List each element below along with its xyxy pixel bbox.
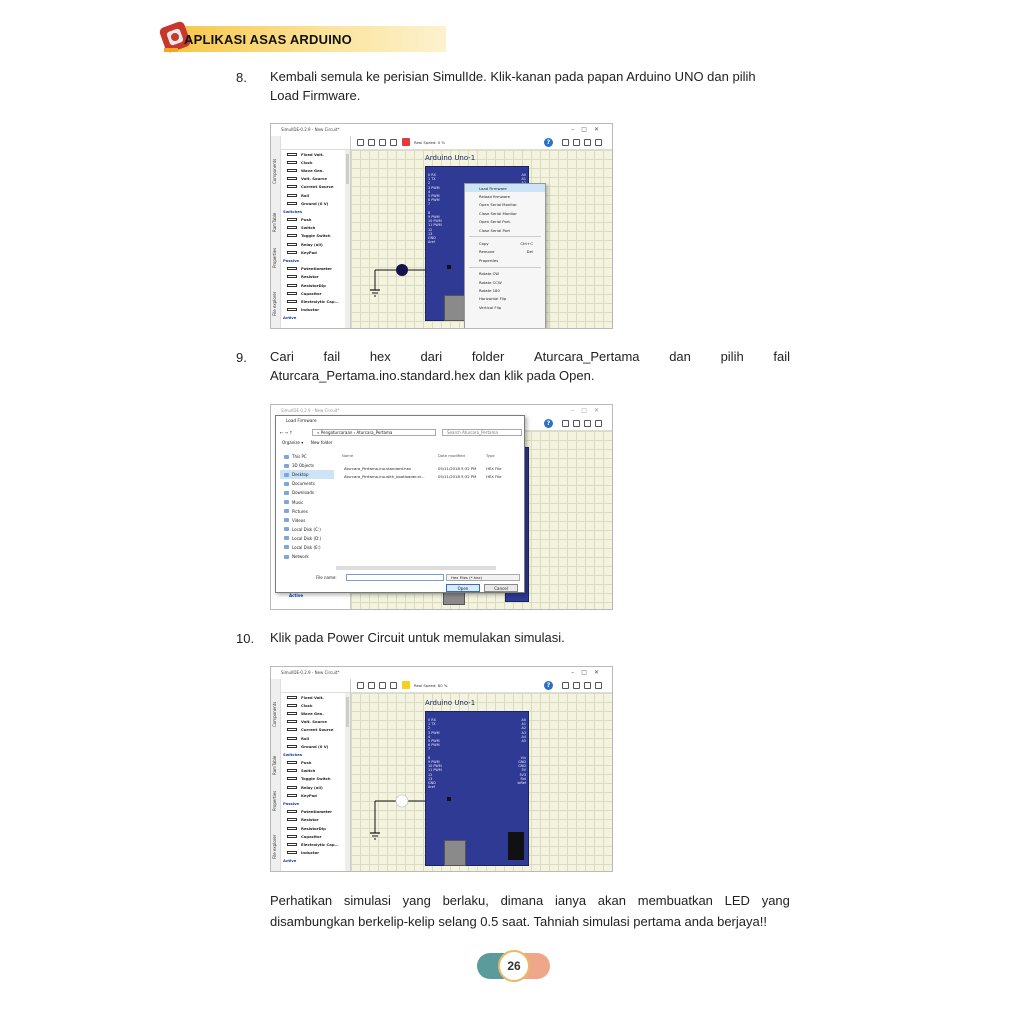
- step-9-line1: Cari fail hex dari folder Aturcara_Pertama dan pilih fail: [270, 349, 790, 364]
- component-icon: [287, 226, 297, 229]
- component-item[interactable]: Wave Gen.: [281, 709, 350, 717]
- nav-item[interactable]: Local Disk (D:): [280, 534, 334, 543]
- component-item[interactable]: Potentiometer: [281, 808, 350, 816]
- component-icon: [287, 696, 297, 699]
- save-icon[interactable]: [379, 139, 386, 146]
- horizontal-scrollbar[interactable]: [336, 566, 496, 570]
- context-menu-item[interactable]: Copy Ctrl+C: [479, 241, 533, 247]
- nav-item[interactable]: Downloads: [280, 488, 334, 497]
- component-icon: [287, 194, 297, 197]
- component-icon: [287, 704, 297, 707]
- component-panel: [281, 136, 351, 328]
- context-menu-item[interactable]: Rotate CCW: [479, 279, 502, 285]
- step-9-line2: Aturcara_Pertama.ino.standard.hex dan klik pada Open.: [270, 368, 595, 383]
- right-pin-labels: A0 A1: [521, 173, 526, 182]
- component-item[interactable]: Inductor: [281, 849, 350, 857]
- screenshot-load-firmware-menu: [270, 123, 613, 329]
- component-item[interactable]: Relay (all): [281, 240, 350, 248]
- component-icon: [287, 153, 297, 156]
- step-text-9: [270, 347, 790, 385]
- step-text-10: Klik pada Power Circuit untuk memulakan simulasi.: [270, 630, 565, 645]
- context-menu-item[interactable]: Rotate CW: [479, 271, 500, 277]
- nav-item[interactable]: Desktop: [280, 470, 334, 479]
- nav-item[interactable]: 3D Objects: [280, 461, 334, 470]
- upload-icon[interactable]: [595, 139, 602, 146]
- component-category[interactable]: Passive: [283, 258, 300, 264]
- window-controls[interactable]: –□✕: [571, 669, 606, 676]
- step-number-9: 9.: [236, 350, 247, 365]
- save-file-icon[interactable]: [584, 139, 591, 146]
- context-menu-item[interactable]: Properties: [479, 257, 499, 263]
- new-file-icon[interactable]: [562, 139, 569, 146]
- component-item[interactable]: Electrolytic Cap...: [281, 297, 350, 305]
- component-item[interactable]: Push: [281, 759, 350, 767]
- context-menu-item[interactable]: Close Serial Port: [479, 227, 511, 233]
- real-speed-label: Real Speed: 80 %: [414, 683, 448, 688]
- main-toolbar: [351, 136, 612, 150]
- open-file-icon[interactable]: [573, 139, 580, 146]
- file-row[interactable]: Aturcara_Pertama.ino.with_bootloader.st... 05/11/2018 5:32 PM HEX File: [344, 474, 502, 479]
- context-menu-item[interactable]: Open Serial Monitor.: [479, 202, 518, 208]
- component-category[interactable]: Active: [283, 858, 297, 864]
- context-menu-item[interactable]: Reload firmware: [479, 194, 510, 200]
- file-name-input[interactable]: [346, 574, 444, 581]
- nav-item[interactable]: Local Disk (E:): [280, 543, 334, 552]
- component-icon: [287, 835, 297, 838]
- component-icon: [287, 243, 297, 246]
- led-circuit: [351, 693, 613, 872]
- component-icon: [287, 827, 297, 830]
- component-icon: [287, 284, 297, 287]
- context-menu: [464, 183, 546, 329]
- component-icon: [287, 169, 297, 172]
- component-icon: [287, 185, 297, 188]
- component-item[interactable]: Current Source: [281, 726, 350, 734]
- tab-file-explorer[interactable]: File explorer: [272, 291, 277, 316]
- panel-scrollbar[interactable]: [345, 150, 350, 328]
- open-button[interactable]: Open: [446, 584, 480, 592]
- command-bar: [282, 440, 332, 445]
- component-icon: [287, 177, 297, 180]
- dialog-title: Load Firmware: [286, 418, 317, 423]
- conclusion-line1: Perhatikan simulasi yang berlaku, dimana ianya akan membuatkan LED yang: [270, 893, 790, 908]
- component-item[interactable]: ResistorDip: [281, 281, 350, 289]
- component-list: [281, 150, 350, 322]
- organize-button[interactable]: Organize ▾: [282, 440, 304, 445]
- context-menu-item[interactable]: Open Serial Port.: [479, 219, 512, 225]
- component-list: [281, 693, 350, 865]
- page-number: 26: [498, 950, 530, 982]
- step-8-line2: Load Firmware.: [270, 88, 361, 103]
- component-item[interactable]: Toggle Switch: [281, 232, 350, 240]
- component-icon: [287, 769, 297, 772]
- component-panel: [281, 679, 351, 871]
- component-icon: [287, 794, 297, 797]
- file-row[interactable]: Aturcara_Pertama.ino.standard.hex 05/11/2018 5:32 PM HEX File: [344, 466, 502, 471]
- component-icon: [287, 810, 297, 813]
- component-item[interactable]: KeyPad: [281, 248, 350, 256]
- context-menu-item[interactable]: Rotate 180: [479, 287, 500, 293]
- component-icon: [287, 712, 297, 715]
- file-name-label: File name:: [316, 575, 337, 580]
- screenshot-file-dialog: [270, 404, 613, 610]
- component-icon: [287, 267, 297, 270]
- component-icon: [287, 720, 297, 723]
- component-item[interactable]: KeyPad: [281, 791, 350, 799]
- context-menu-item[interactable]: Horizontal Flip: [479, 296, 507, 302]
- step-number-10: 10.: [236, 631, 255, 646]
- component-icon: [287, 202, 297, 205]
- help-icon[interactable]: ?: [544, 419, 553, 428]
- component-item[interactable]: Resistor: [281, 273, 350, 281]
- screenshot-running-simulation: [270, 666, 613, 872]
- tab-properties[interactable]: Properties: [272, 247, 277, 268]
- cancel-button[interactable]: Cancel: [484, 584, 518, 592]
- nav-arrows[interactable]: ← → ↑: [280, 430, 293, 435]
- power-circuit-icon[interactable]: [402, 138, 410, 146]
- window-titlebar: SimulIDE-0.2.9 - New Circuit* –□✕: [271, 405, 612, 417]
- window-title: SimulIDE-0.2.9 - New Circuit*: [281, 127, 340, 132]
- board-label: Arduino Uno-1: [425, 699, 476, 707]
- component-item[interactable]: Wave Gen.: [281, 166, 350, 174]
- component-item[interactable]: ResistorDip: [281, 824, 350, 832]
- menu-separator: [469, 236, 541, 237]
- power-circuit-icon[interactable]: [402, 681, 410, 689]
- chapter-title: APLIKASI ASAS ARDUINO: [184, 32, 352, 47]
- address-bar[interactable]: « Pengaturcaraan › Aturcara_Pertama: [312, 429, 436, 436]
- help-icon[interactable]: ?: [544, 681, 553, 690]
- context-menu-item[interactable]: Vertical Flip: [479, 304, 502, 310]
- nav-item[interactable]: This PC: [280, 452, 334, 461]
- component-item[interactable]: Volt. Source: [281, 718, 350, 726]
- context-menu-item[interactable]: Load Firmware: [465, 184, 545, 192]
- component-item[interactable]: Capacitor: [281, 289, 350, 297]
- component-icon: [287, 745, 297, 748]
- component-item[interactable]: Clock: [281, 158, 350, 166]
- component-item[interactable]: Electrolytic Cap...: [281, 840, 350, 848]
- tab-components[interactable]: Components: [272, 158, 277, 184]
- step-8-line1: Kembali semula ke perisian SimulIde. Klik-kanan pada papan Arduino UNO dan pilih: [270, 69, 756, 84]
- main-toolbar: [351, 679, 612, 693]
- tab-ramtable[interactable]: RamTable: [272, 212, 277, 232]
- component-icon: [287, 843, 297, 846]
- component-category[interactable]: Passive: [283, 801, 300, 807]
- component-item[interactable]: Inductor: [281, 306, 350, 314]
- component-item[interactable]: Ground (0 V): [281, 742, 350, 750]
- new-circuit-icon[interactable]: [357, 139, 364, 146]
- component-icon: [287, 786, 297, 789]
- component-category[interactable]: Switches: [283, 751, 303, 757]
- component-item[interactable]: Capacitor: [281, 832, 350, 840]
- component-item[interactable]: Rail: [281, 191, 350, 199]
- arduino-board[interactable]: 0 RX 1 TX 2 3 PWM 4 5 PWM 6 PWM 7 8 9 PWM 10 PWM 11 PWM 12 13 GND Aref A0 A1 A2 A3 A4 A5 Vin GND GND 5V 3V3 Rst IoRef: [425, 711, 529, 866]
- step-number-8: 8.: [236, 70, 247, 85]
- window-titlebar: [271, 124, 612, 136]
- component-item[interactable]: Fixed Volt.: [281, 150, 350, 158]
- conclusion-line2: disambungkan berkelip-kelip selang 0.5 saat. Tahniah simulasi pertama anda berjaya!!: [270, 914, 767, 929]
- save-as-icon[interactable]: [390, 139, 397, 146]
- new-folder-button[interactable]: New folder: [310, 440, 333, 445]
- window-titlebar: [271, 667, 612, 679]
- step-text-8: [270, 67, 790, 105]
- menu-separator: [469, 267, 541, 268]
- circuit-canvas[interactable]: [351, 693, 612, 871]
- component-item[interactable]: Volt. Source: [281, 175, 350, 183]
- nav-item[interactable]: Pictures: [280, 507, 334, 516]
- side-tabs: Components RamTable Properties File explorer: [271, 679, 281, 871]
- component-icon: [287, 818, 297, 821]
- left-pin-labels: 0 RX 1 TX 2 3 PWM 4 5 PWM 6 PWM 7 8 9 PWM 10 PWM 11 PWM 12 13 GND Aref: [428, 173, 442, 245]
- component-icon: [287, 234, 297, 237]
- context-menu-item[interactable]: Remove Del: [479, 249, 533, 255]
- context-menu-item[interactable]: Close Serial Monitor: [479, 210, 517, 216]
- component-icon: [287, 218, 297, 221]
- component-item[interactable]: Switch: [281, 767, 350, 775]
- side-tabs: [271, 136, 281, 328]
- led-on-icon: [396, 795, 408, 807]
- component-icon: [287, 251, 297, 254]
- component-item[interactable]: Resistor: [281, 816, 350, 824]
- navigation-pane: [280, 452, 334, 570]
- component-icon: [287, 292, 297, 295]
- component-icon: [287, 308, 297, 311]
- component-item[interactable]: Rail: [281, 734, 350, 742]
- component-item[interactable]: Switch: [281, 224, 350, 232]
- board-label: Arduino Uno-1: [425, 154, 476, 162]
- component-item[interactable]: Fixed Volt.: [281, 693, 350, 701]
- nav-item[interactable]: Local Disk (C:): [280, 525, 334, 534]
- component-icon: [287, 777, 297, 780]
- component-icon: [287, 737, 297, 740]
- help-icon[interactable]: ?: [544, 138, 553, 147]
- component-item[interactable]: Potentiometer: [281, 265, 350, 273]
- component-item[interactable]: Push: [281, 216, 350, 224]
- search-input[interactable]: Search Aturcara_Pertama: [442, 429, 522, 436]
- component-category[interactable]: Active: [283, 315, 297, 321]
- nav-item[interactable]: Documents: [280, 479, 334, 488]
- nav-item[interactable]: Network: [280, 552, 334, 561]
- component-category[interactable]: Switches: [283, 208, 303, 214]
- component-item[interactable]: Toggle Switch: [281, 775, 350, 783]
- component-icon: [287, 851, 297, 854]
- nav-item[interactable]: Music: [280, 497, 334, 506]
- component-item[interactable]: Current Source: [281, 183, 350, 191]
- component-icon: [287, 761, 297, 764]
- component-item[interactable]: Relay (all): [281, 783, 350, 791]
- component-icon: [287, 300, 297, 303]
- open-icon[interactable]: [368, 139, 375, 146]
- real-speed-label: Real Speed: 0 %: [414, 140, 446, 145]
- conclusion-paragraph: [270, 890, 790, 932]
- circuit-canvas[interactable]: [351, 150, 612, 328]
- component-item[interactable]: Ground (0 V): [281, 199, 350, 207]
- window-title: SimulIDE-0.2.9 - New Circuit*: [281, 670, 340, 675]
- nav-item[interactable]: Videos: [280, 516, 334, 525]
- window-controls[interactable]: –□✕: [571, 126, 606, 133]
- component-item[interactable]: Clock: [281, 701, 350, 709]
- component-icon: [287, 161, 297, 164]
- category-active[interactable]: Active: [289, 592, 304, 598]
- led-off-icon: [396, 264, 408, 276]
- component-icon: [287, 275, 297, 278]
- load-firmware-dialog: Load Firmware ← → ↑ « Pengaturcaraan › Aturcara_Pertama Search Aturcara_Pertama Organize ▾ New folder This PC 3D Objects Desktop Documents Downloads Music Pictures Videos Local Disk (C:) Local Disk (D:) Local Disk (E:) Network Name Date modified Type Aturcara_Pertama.ino.standard.hex 05/11/2018 5:32 PM HEX File Aturcara_Pertama.ino.with_bootloader.st... 05/11/2018 5:32 PM HEX File File name: Hex Files (*.hex) Open Cancel: [275, 415, 525, 593]
- panel-toolbar: [281, 136, 350, 150]
- file-type-select[interactable]: Hex Files (*.hex): [446, 574, 520, 581]
- component-icon: [287, 728, 297, 731]
